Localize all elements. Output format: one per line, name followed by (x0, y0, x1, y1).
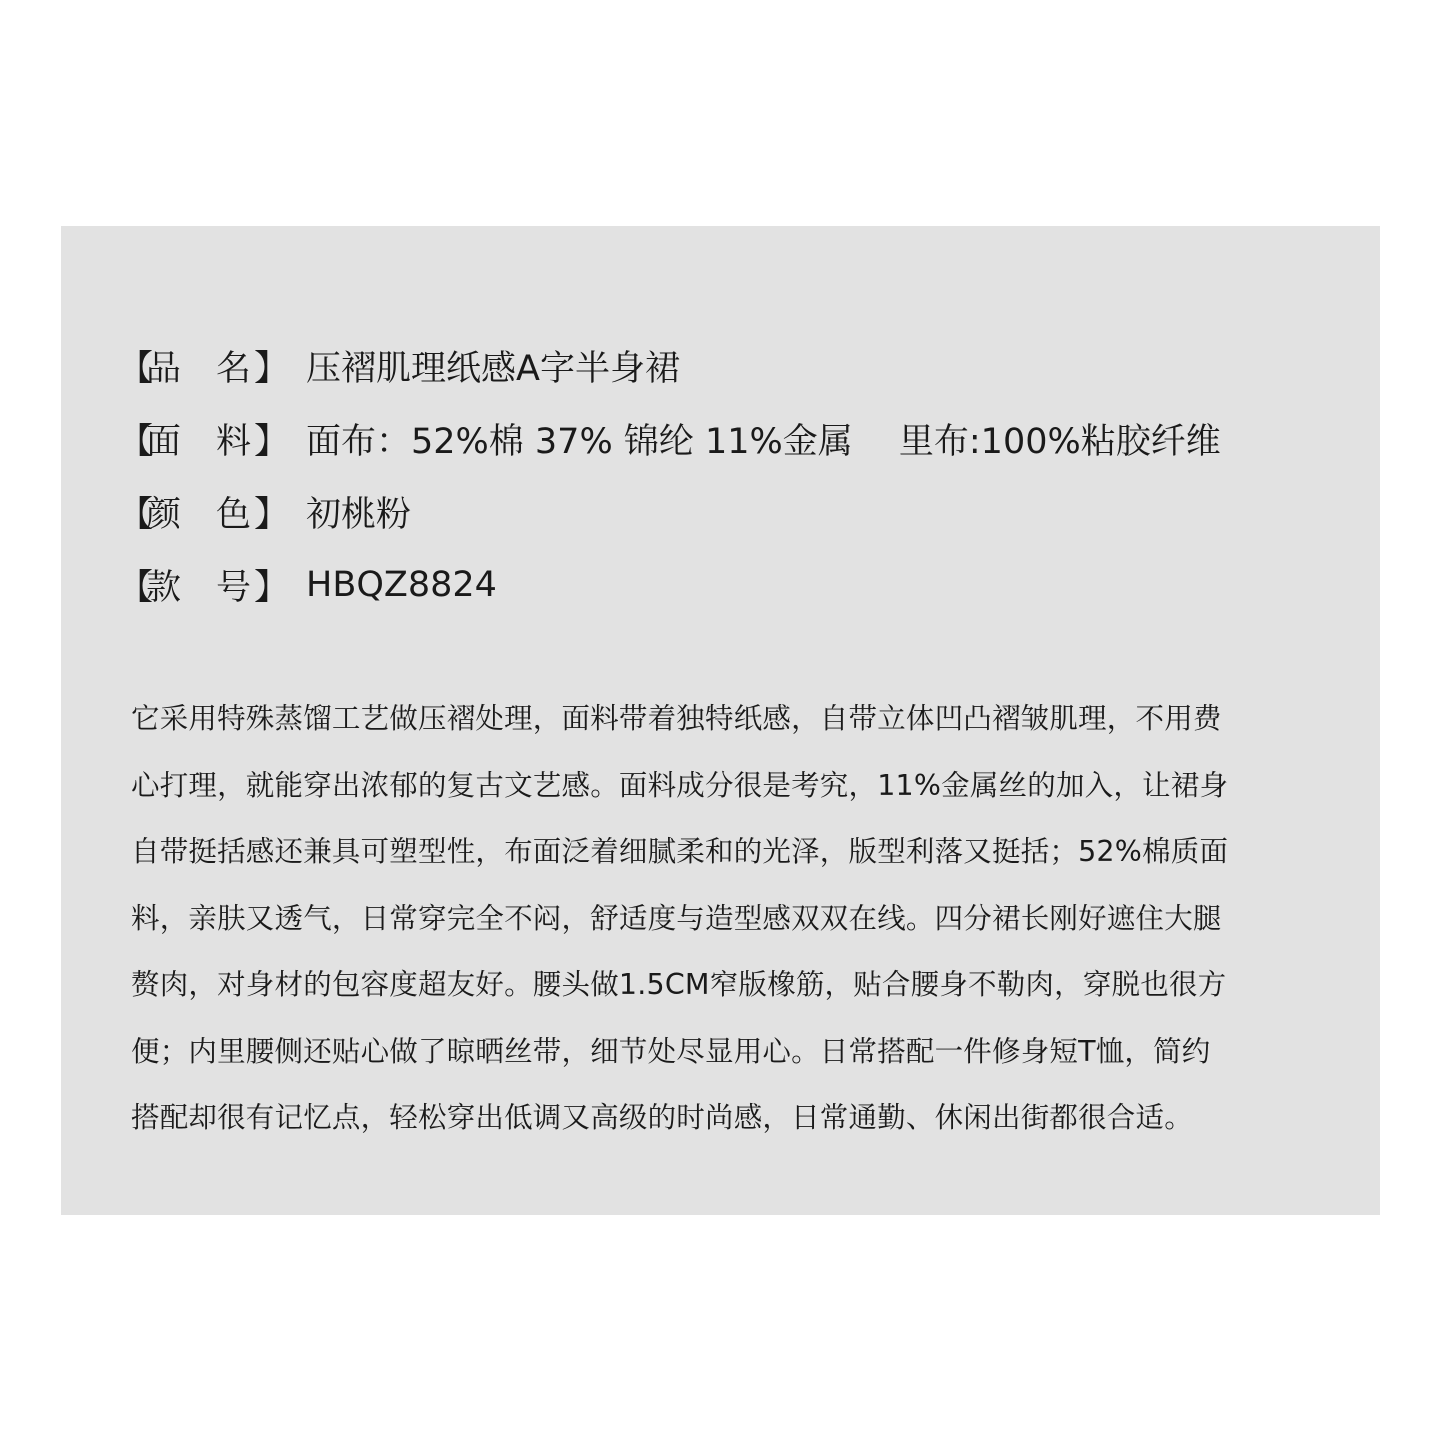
spec-list (118, 337, 1221, 629)
spec-label-char: 品 (146, 349, 182, 389)
spec-label (118, 560, 306, 610)
spec-label-char: 色 (216, 495, 252, 535)
spec-row-style-number (118, 556, 1221, 614)
spec-label-char: 名 (216, 349, 252, 389)
bracket-open: 【 (118, 422, 154, 462)
description-line: 料，亲肤又透气，日常穿完全不闷，舒适度与造型感双双在线。四分裙长刚好遮住大腿 (131, 901, 1222, 935)
bracket-open: 【 (118, 349, 154, 389)
bracket-close: 】 (254, 568, 290, 608)
description-line: 自带挺括感还兼具可塑型性，布面泛着细腻柔和的光泽，版型利落又挺括；52%棉质面 (131, 835, 1229, 868)
description-line: 便；内里腰侧还贴心做了晾晒丝带，细节处尽显用心。日常搭配一件修身短T恤，简约 (131, 1034, 1211, 1068)
spec-row-name (118, 337, 1221, 395)
spec-label (118, 487, 306, 537)
spec-label-char: 号 (216, 568, 252, 608)
spec-row-color (118, 483, 1221, 541)
description-line: 赘肉，对身材的包容度超友好。腰头做1.5CM窄版橡筋，贴合腰身不勒肉，穿脱也很方 (131, 968, 1227, 1001)
bracket-close: 】 (254, 422, 290, 462)
description-line: 搭配却很有记忆点，轻松穿出低调又高级的时尚感，日常通勤、休闲出街都很合适。 (131, 1101, 1193, 1134)
description-line: 心打理，就能穿出浓郁的复古文艺感。面料成分很是考究，11%金属丝的加入，让裙身 (131, 768, 1229, 802)
bracket-open: 【 (118, 568, 154, 608)
spec-label-char: 款 (146, 568, 182, 608)
bracket-open: 【 (118, 495, 154, 535)
description-line: 它采用特殊蒸馏工艺做压褶处理，面料带着独特纸感，自带立体凹凸褶皱肌理，不用费 (131, 702, 1222, 735)
spec-value-fabric: 面布：52%棉 37% 锦纶 11%金属 里布:100%粘胶纤维 (306, 422, 1221, 462)
spec-value-color: 初桃粉 (306, 495, 412, 535)
spec-label (118, 414, 306, 464)
spec-row-fabric (118, 410, 1221, 468)
spec-value-name: 压褶肌理纸感A字半身裙 (306, 349, 680, 389)
bracket-close: 】 (254, 495, 290, 535)
product-description (131, 686, 1321, 1152)
spec-value-style-number: HBQZ8824 (306, 565, 497, 605)
spec-label-char: 面 (146, 422, 182, 462)
spec-label-char: 颜 (146, 495, 182, 535)
spec-label-char: 料 (216, 422, 252, 462)
spec-label (118, 341, 306, 391)
bracket-close: 】 (254, 349, 290, 389)
